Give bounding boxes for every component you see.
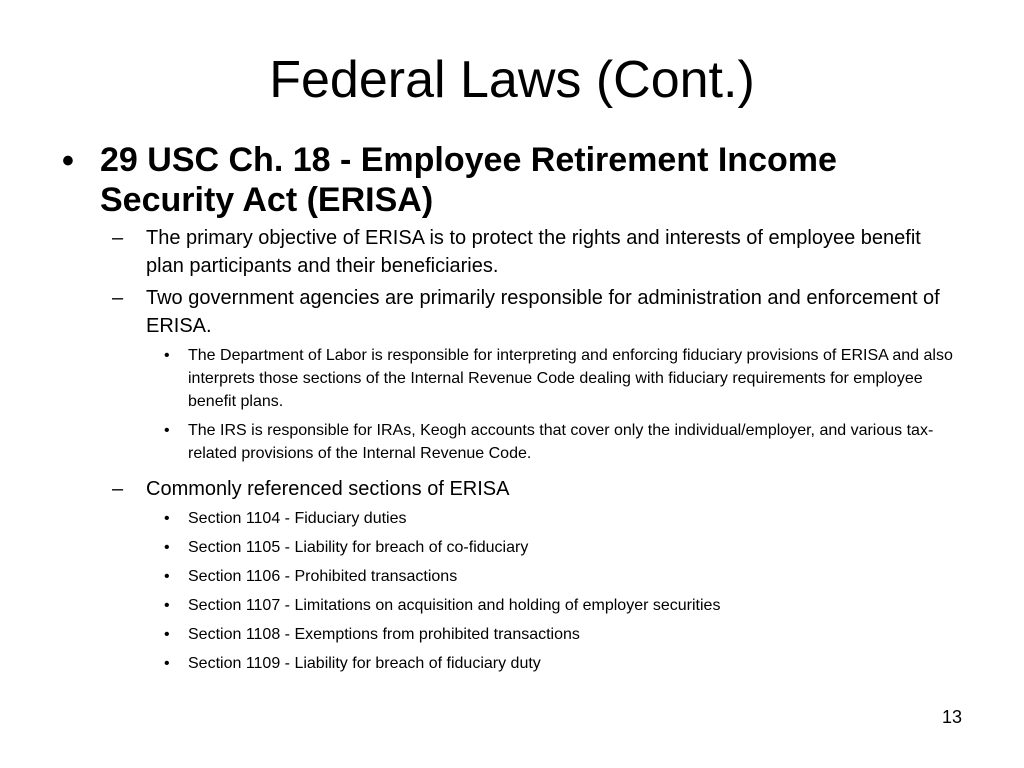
section-text: Section 1109 - Liability for breach of fiduciary duty xyxy=(188,655,541,672)
main-bullet-text: 29 USC Ch. 18 - Employee Retirement Income Security Act (ERISA) xyxy=(100,141,837,219)
sub-bullet-body xyxy=(146,475,962,681)
main-bullet-block xyxy=(62,140,962,685)
section-item xyxy=(164,594,962,617)
section-item xyxy=(164,507,962,530)
section-list xyxy=(146,507,962,675)
detail-bullet-text: The IRS is responsible for IRAs, Keogh accounts that cover only the individual/employer, and various tax-related provisions of the Internal Revenue Code. xyxy=(188,422,934,462)
sub-bullet-body xyxy=(146,224,962,280)
bullet-icon: • xyxy=(62,142,74,180)
bullet-icon: • xyxy=(164,539,170,556)
bullet-icon: • xyxy=(164,655,170,672)
section-item xyxy=(164,623,962,646)
sub-bullet-text: Two government agencies are primarily responsible for administration and enforcement of ERISA. xyxy=(146,287,940,337)
dash-icon: – xyxy=(112,227,124,249)
detail-bullet-item xyxy=(164,344,962,413)
main-bullet xyxy=(62,140,962,220)
sub-bullet-list xyxy=(62,224,962,681)
bullet-icon: • xyxy=(164,597,170,614)
bullet-icon: • xyxy=(164,626,170,643)
section-text: Section 1105 - Liability for breach of co-fiduciary xyxy=(188,539,529,556)
bullet-icon: • xyxy=(164,510,170,527)
section-item xyxy=(164,565,962,588)
section-text: Section 1104 - Fiduciary duties xyxy=(188,510,407,527)
dash-icon: – xyxy=(112,287,124,309)
section-text: Section 1106 - Prohibited transactions xyxy=(188,568,458,585)
page-number: 13 xyxy=(941,707,962,727)
sub-bullet-item xyxy=(112,224,962,280)
section-text: Section 1108 - Exemptions from prohibited transactions xyxy=(188,626,580,643)
sub-bullet-item xyxy=(112,475,962,681)
bullet-icon: • xyxy=(164,347,170,364)
bullet-icon: • xyxy=(164,568,170,585)
sub-bullet-item xyxy=(112,284,962,471)
sub-bullet-body xyxy=(146,284,962,471)
section-item xyxy=(164,652,962,675)
detail-bullet-text: The Department of Labor is responsible for interpreting and enforcing fiduciary provisions of ERISA and also interprets those sections of the Internal Revenue Code dealing with fiduciary requirements for employee benefit plans. xyxy=(188,347,953,410)
bullet-icon: • xyxy=(164,422,170,439)
slide-title: Federal Laws (Cont.) xyxy=(269,51,755,109)
section-item xyxy=(164,536,962,559)
sub-bullet-text: Commonly referenced sections of ERISA xyxy=(146,478,510,500)
detail-bullet-item xyxy=(164,419,962,465)
sub-bullet-text: The primary objective of ERISA is to protect the rights and interests of employee benefit plan participants and their beneficiaries. xyxy=(146,227,921,277)
section-text: Section 1107 - Limitations on acquisition and holding of employer securities xyxy=(188,597,721,614)
dash-icon: – xyxy=(112,478,124,500)
detail-bullet-list xyxy=(146,344,962,465)
